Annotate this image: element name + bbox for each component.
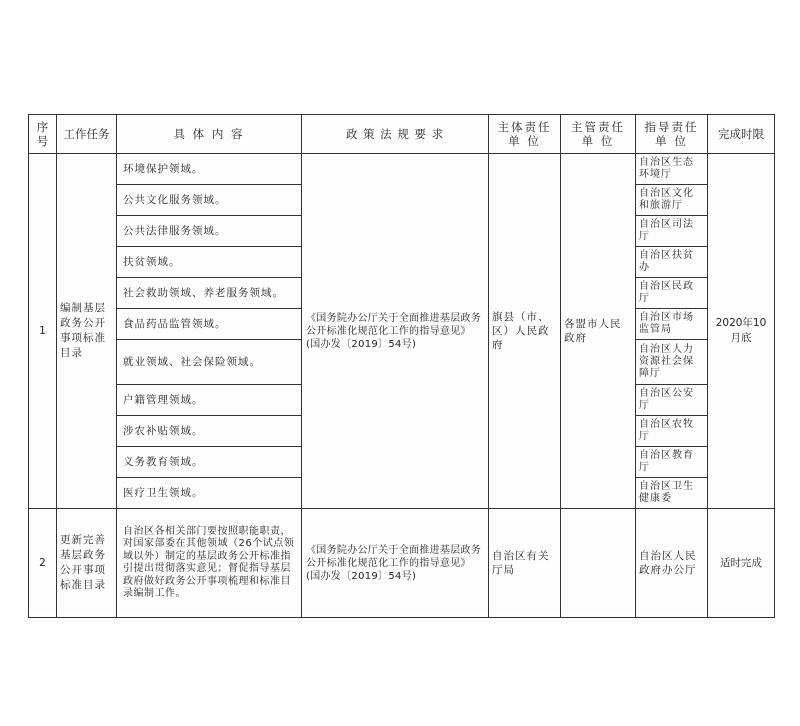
row1-content-item: 义务教育领域。	[117, 447, 302, 478]
row1-guide-item: 自治区公安厅	[636, 385, 708, 416]
row1-task: 编制基层政务公开事项标准目录	[57, 154, 117, 509]
header-content: 具 体 内 容	[117, 115, 302, 154]
header-row	[29, 115, 775, 154]
row1-content-item: 环境保护领域。	[117, 154, 302, 185]
row1-seq: 1	[29, 154, 57, 509]
row1-guide-item: 自治区民政厅	[636, 278, 708, 309]
header-policy: 政 策 法 规 要 求	[302, 115, 489, 154]
row1-guide-item: 自治区生态环境厅	[636, 154, 708, 185]
row1-guide-item: 自治区农牧厅	[636, 416, 708, 447]
row1-guide-item: 自治区司法厅	[636, 216, 708, 247]
table-row	[29, 154, 775, 185]
header-main-resp: 主体责任 单 位	[489, 115, 561, 154]
row2-main-resp: 自治区有关厅局	[489, 509, 561, 618]
row1-content-item: 户籍管理领域。	[117, 385, 302, 416]
row1-guide-item: 自治区扶贫办	[636, 247, 708, 278]
header-deadline: 完成时限	[708, 115, 775, 154]
header-task: 工作任务	[57, 115, 117, 154]
header-supervisor: 主管责任 单 位	[561, 115, 636, 154]
row2-content: 自治区各相关部门要按照职能职责，对国家部委在其他领域（26个试点领域以外）制定的基层政务公开标准指引提出贯彻落实意见；督促指导基层政府做好政务公开事项梳理和标准目录编制工作。	[117, 509, 302, 618]
row2-deadline: 适时完成	[708, 509, 775, 618]
row1-policy: 《国务院办公厅关于全面推进基层政务公开标准化规范化工作的指导意见》(国办发〔2019〕54号)	[302, 154, 489, 509]
row1-deadline: 2020年10月底	[708, 154, 775, 509]
document-page	[28, 114, 774, 614]
row1-content-item: 扶贫领域。	[117, 247, 302, 278]
row1-content-item: 公共法律服务领域。	[117, 216, 302, 247]
row1-content-item: 公共文化服务领域。	[117, 185, 302, 216]
row2-policy: 《国务院办公厅关于全面推进基层政务公开标准化规范化工作的指导意见》(国办发〔2019〕54号)	[302, 509, 489, 618]
header-seq: 序号	[29, 115, 57, 154]
row1-content-item: 食品药品监管领域。	[117, 309, 302, 340]
row2-task: 更新完善基层政务公开事项标准目录	[57, 509, 117, 618]
row2-supervisor	[561, 509, 636, 618]
row1-supervisor: 各盟市人民政府	[561, 154, 636, 509]
row1-guide-item: 自治区人力资源社会保障厅	[636, 340, 708, 385]
row1-guide-item: 自治区卫生健康委	[636, 478, 708, 509]
work-task-table	[28, 114, 775, 618]
row2-guide: 自治区人民政府办公厅	[636, 509, 708, 618]
row1-guide-item: 自治区文化和旅游厅	[636, 185, 708, 216]
table-row	[29, 509, 775, 618]
row1-main-resp: 旗县（市、区）人民政府	[489, 154, 561, 509]
row1-content-item: 医疗卫生领域。	[117, 478, 302, 509]
row1-guide-item: 自治区市场监管局	[636, 309, 708, 340]
row1-content-item: 社会救助领域、养老服务领域。	[117, 278, 302, 309]
row1-content-item: 涉农补贴领域。	[117, 416, 302, 447]
row1-content-item: 就业领域、社会保险领域。	[117, 340, 302, 385]
header-guide: 指导责任 单 位	[636, 115, 708, 154]
row1-guide-item: 自治区教育厅	[636, 447, 708, 478]
row2-seq: 2	[29, 509, 57, 618]
